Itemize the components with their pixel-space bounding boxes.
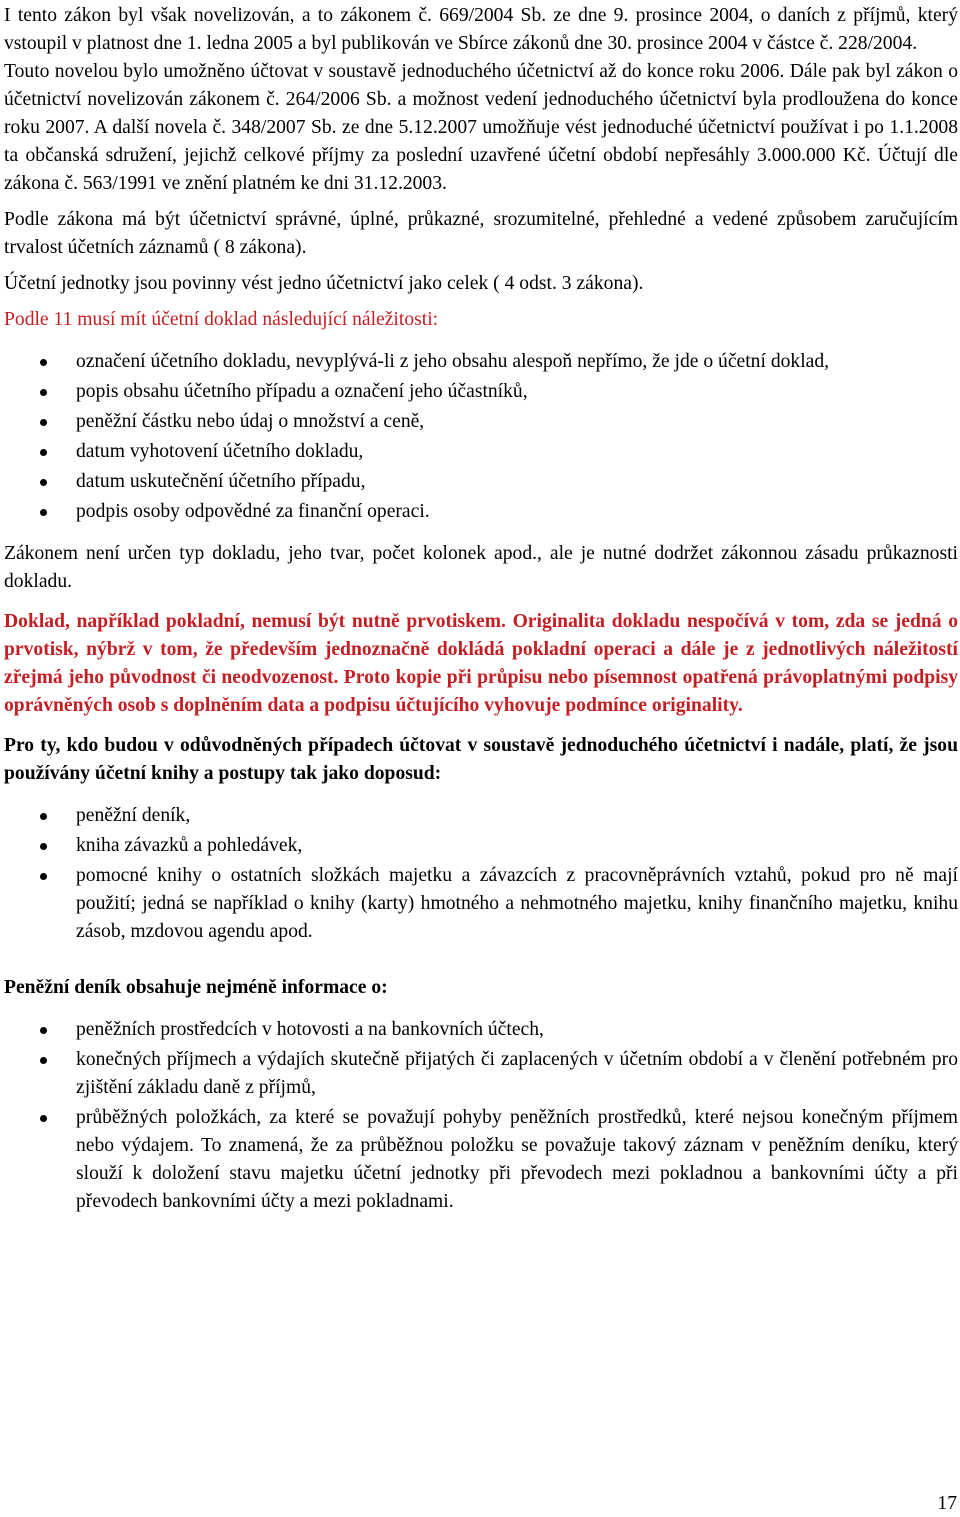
paragraph-one-accounting: Účetní jednotky jsou povinny vést jedno účetnictví jako celek ( 4 odst. 3 zákona). [4,273,644,294]
list-item: datum vyhotovení účetního dokladu, [4,438,958,466]
list-item: popis obsahu účetního případu a označení jeho účastníků, [4,378,958,406]
list-item: peněžní částku nebo údaj o množství a ceně, [4,408,958,436]
list-item: konečných příjmech a výdajích skutečně přijatých či zaplacených v účetním období a v členění potřebném pro zjištění základu daně z příjmů, [4,1046,958,1102]
heading-cash-journal: Peněžní deník obsahuje nejméně informace o: [4,977,388,998]
paragraph-accounting-requirements: Podle zákona má být účetnictví správné, úplné, průkazné, srozumitelné, přehledné a vedené způsobem zaručujícím trvalost účetních záznamů ( 8 zákona). [4,209,958,258]
paragraph-amendments: Touto novelou bylo umožněno účtovat v soustavě jednoduchého účetnictví až do konce roku 2006. Dále pak byl zákon o účetnictví novelizován zákonem č. 264/2006 Sb. a možnost vedení jednoduchého účetnictví byla prodloužena do konce roku 2007. A další novela č. 348/2007 Sb. ze dne 5.12.2007 umožňuje vést jednoduché účetnictví používat i po 1.1.2008 ta občanská sdružení, jejichž celkové příjmy za poslední uzavřené účetní období nepřesáhly 3.000.000 Kč. Účtují dle zákona č. 563/1991 ve znění platném ke dni 31.12.2003. [4,61,958,194]
heading-document-requirements: Podle 11 musí mít účetní doklad následující náležitosti: [4,309,439,330]
list-item: průběžných položkách, za které se považují pohyby peněžních prostředků, které nejsou konečným příjmem nebo výdajem. To znamená, že za průběžnou položku se považuje takový záznam v peněžním deníku, který slouží k doložení stavu majetku účetní jednotky při převodech mezi pokladnou a bankovními účty a při převodech bankovními účty a mezi pokladnami. [4,1104,958,1216]
document-page [4,2,958,1216]
paragraph-novelization: I tento zákon byl však novelizován, a to zákonem č. 669/2004 Sb. ze dne 9. prosince 2004, o daních z příjmů, který vstoupil v platnost dne 1. ledna 2005 a byl publikován ve Sbírce zákonů dne 30. prosince 2004 v částce č. 228/2004. [4,5,958,54]
list-item: pomocné knihy o ostatních složkách majetku a závazcích z pracovněprávních vztahů, pokud pro ně mají použití; jedná se například o knihy (karty) hmotného a nehmotného majetku, knihy finančního majetku, knihu zásob, mzdovou agendu apod. [4,862,958,946]
paragraph-document-type: Zákonem není určen typ dokladu, jeho tvar, počet kolonek apod., ale je nutné dodržet zákonnou zásadu průkaznosti dokladu. [4,543,958,592]
heading-simple-accounting: Pro ty, kdo budou v odůvodněných případech účtovat v soustavě jednoduchého účetnictví i nadále, platí, že jsou používány účetní knihy a postupy tak jako doposud: [4,735,958,784]
page-number: 17 [937,1493,957,1514]
paragraph-originality: Doklad, například pokladní, nemusí být nutně prvotiskem. Originalita dokladu nespočívá v tom, zda se jedná o prvotisk, nýbrž v tom, že především jednoznačně dokládá pokladní operaci a dále je z jednotlivých náležitostí zřejmá jeho původnost či neodvozenost. Proto kopie při průpisu nebo písemnost opatřená právoplatnými podpisy oprávněných osob s doplněním data a podpisu účtujícího vyhovuje podmínce originality. [4,611,958,716]
list-accounting-books [4,802,958,946]
list-item: kniha závazků a pohledávek, [4,832,958,860]
list-item: označení účetního dokladu, nevyplývá-li z jeho obsahu alespoň nepřímo, že jde o účetní doklad, [4,348,958,376]
list-item: podpis osoby odpovědné za finanční operaci. [4,498,958,526]
list-item: peněžní deník, [4,802,958,830]
list-item: datum uskutečnění účetního případu, [4,468,958,496]
list-document-requirements [4,348,958,526]
list-item: peněžních prostředcích v hotovosti a na bankovních účtech, [4,1016,958,1044]
list-cash-journal-info [4,1016,958,1216]
